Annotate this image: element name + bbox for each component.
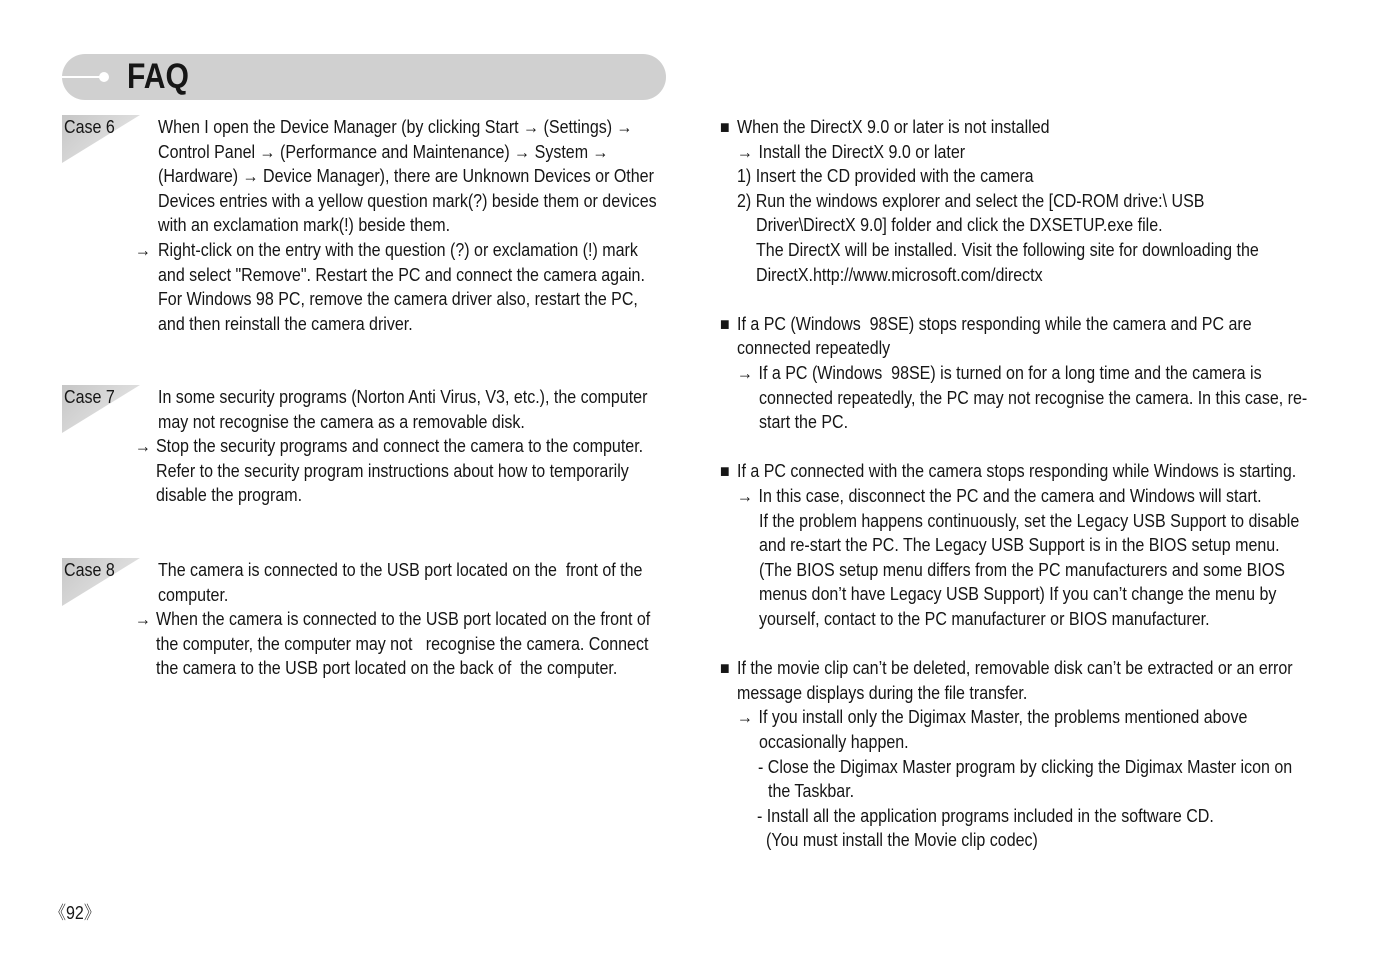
header-line-decoration [62,76,102,78]
issue-answer-line: connected repeatedly, the PC may not recognise the camera. In this case, re- [758,387,1307,408]
issue-title-text: When the DirectX 9.0 or later is not installed [736,117,1050,137]
case-answer-line: and then reinstall the camera driver. [158,313,413,334]
case-body [135,385,675,508]
page-number: 《92》 [50,903,100,923]
case-body [135,115,675,336]
case-answer-line: and select "Remove". Restart the PC and connect the camera again. [158,264,645,285]
case-label: Case 7 [64,387,115,407]
issue-answer-line: yourself, contact to the PC manufacturer or BIOS manufacturer. [758,608,1210,629]
case-question-line: The camera is connected to the USB port located on the front of the [158,560,643,580]
right-arrow-icon: → [737,485,754,506]
case-question-line: computer. [158,584,229,605]
issue-answer-text: In this case, disconnect the PC and the camera and Windows will start. [758,485,1262,506]
troubleshooting-item [720,312,1340,436]
square-bullet-icon: ■ [720,313,730,334]
issue-answer-text: Install the DirectX 9.0 or later [758,141,966,162]
case-question-line: When I open the Device Manager (by clicking Start → (Settings) → [158,117,633,137]
issue-answer-line [737,361,1262,386]
issue-answer-text: If a PC (Windows 98SE) is turned on for a long time and the camera is [758,362,1262,383]
issue-answer-line: start the PC. [758,412,848,433]
case-answer-line: disable the program. [155,485,302,506]
case-7 [0,385,680,509]
case-answer-line: Refer to the security program instructions about how to temporarily [155,460,629,481]
issue-answer-line: and re-start the PC. The Legacy USB Support is in the BIOS setup menu. [758,535,1280,556]
case-answer-line [135,238,638,263]
right-arrow-icon: → [737,707,754,728]
issue-detail-line: DirectX.http://www.microsoft.com/directx [756,264,1043,285]
issue-title-line [720,115,1050,140]
issue-title-line: message displays during the file transfer. [736,682,1027,703]
issue-detail-line: - Close the Digimax Master program by clicking the Digimax Master icon on [758,756,1293,777]
issue-title-line [720,459,1296,484]
issue-detail-line: - Install all the application programs included in the software CD. [757,805,1214,826]
square-bullet-icon: ■ [720,461,730,482]
square-bullet-icon: ■ [720,658,730,679]
issue-answer-line [737,140,965,165]
case-answer-text: Right-click on the entry with the question (?) or exclamation (!) mark [157,239,638,260]
issue-title-text: If a PC (Windows 98SE) stops responding while the camera and PC are [736,313,1252,334]
issue-detail-line: 1) Insert the CD provided with the camera [737,166,1034,187]
issue-title-line: connected repeatedly [737,338,891,359]
issue-answer-line: If the problem happens continuously, set the Legacy USB Support to disable [758,510,1299,531]
square-bullet-icon: ■ [720,117,730,137]
section-header [62,54,666,100]
troubleshooting-item [720,656,1340,853]
issue-detail-line: Driver\DirectX 9.0] folder and click the DXSETUP.exe file. [756,215,1163,236]
issue-detail-line: the Taskbar. [768,781,855,802]
header-dot-decoration [99,72,109,82]
case-answer-line [135,607,650,632]
right-arrow-icon: → [135,239,152,260]
case-answer-text: When the camera is connected to the USB port located on the front of [155,609,651,630]
issue-answer-line: (The BIOS setup menu differs from the PC manufacturers and some BIOS [758,559,1285,580]
issue-title-text: If the movie clip can’t be deleted, removable disk can’t be extracted or an error [736,658,1293,679]
case-answer-line [135,434,643,459]
case-question-line: (Hardware) → Device Manager), there are Unknown Devices or Other [158,166,654,187]
case-question-line: with an exclamation mark(!) beside them. [158,215,451,236]
issue-title-text: If a PC connected with the camera stops responding while Windows is starting. [736,461,1297,482]
case-answer-line: the computer, the computer may not recognise the camera. Connect [155,633,648,654]
troubleshooting-item [720,459,1340,632]
right-arrow-icon: → [135,436,152,457]
troubleshooting-item [720,115,1340,288]
issue-answer-line: menus don’t have Legacy USB Support) If you can’t change the menu by [758,584,1276,605]
issue-answer-line [737,484,1262,509]
page-title: FAQ [127,57,189,96]
issue-detail-line: The DirectX will be installed. Visit the following site for downloading the [756,239,1259,260]
right-arrow-icon: → [135,609,152,630]
issue-answer-text: If you install only the Digimax Master, the problems mentioned above [758,707,1248,728]
case-6 [0,115,680,337]
case-body [135,558,675,681]
issue-answer-line: occasionally happen. [758,731,909,752]
case-answer-line: For Windows 98 PC, remove the camera driver also, restart the PC, [158,289,638,310]
case-label: Case 6 [64,117,115,137]
case-question-line: In some security programs (Norton Anti Virus, V3, etc.), the computer [158,387,648,407]
case-question-line: Control Panel → (Performance and Maintenance) → System → [158,141,609,162]
issue-title-line [720,656,1293,681]
issue-answer-line [737,705,1247,730]
issue-detail-line: (You must install the Movie clip codec) [766,830,1038,851]
case-question-line: may not recognise the camera as a removable disk. [158,411,525,432]
case-answer-text: Stop the security programs and connect the camera to the computer. [155,436,644,457]
issue-title-line [720,312,1252,337]
right-arrow-icon: → [737,362,754,383]
right-arrow-icon: → [737,141,754,162]
case-label: Case 8 [64,560,115,580]
case-question-line: Devices entries with a yellow question mark(?) beside them or devices [158,190,657,211]
issue-detail-line: 2) Run the windows explorer and select the [CD-ROM drive:\ USB [737,190,1205,211]
case-answer-line: the camera to the USB port located on the back of the computer. [155,658,617,679]
case-8 [0,558,680,682]
